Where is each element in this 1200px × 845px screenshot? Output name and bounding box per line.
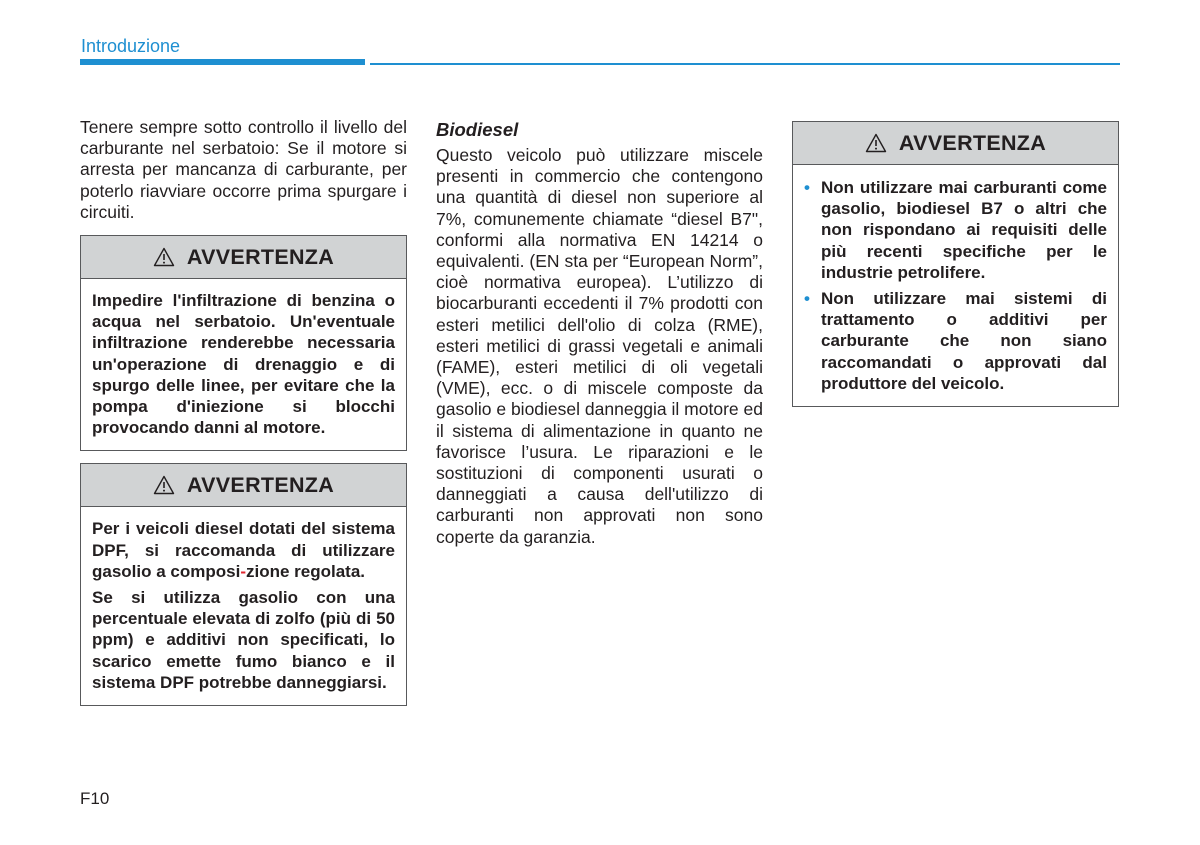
- warning-paragraph-2: Se si utilizza gasolio con una percentuale elevata di zolfo (più di 50 ppm) e additivi non specificati, lo scarico emette fumo bianco e il sistema DPF potrebbe danneggiarsi.: [92, 588, 395, 692]
- warning-title: AVVERTENZA: [898, 130, 1047, 155]
- warning-header: [81, 464, 406, 507]
- page-number: F10: [80, 789, 110, 808]
- right-column: [792, 121, 1119, 407]
- middle-column: [436, 117, 763, 548]
- warning-body: [81, 279, 406, 450]
- warning-header: [793, 122, 1118, 165]
- bullet-icon: •: [804, 178, 810, 197]
- warning-triangle-icon: [865, 133, 887, 153]
- warning-box-infiltration: [80, 235, 407, 451]
- warning-box-fuel: [792, 121, 1119, 407]
- warning-title: AVVERTENZA: [186, 244, 335, 269]
- warning-body: [81, 507, 406, 705]
- warning-text-part: Per i veicoli diesel dotati del sistema DPF, si raccomanda di utilizzare gasolio a composi: [92, 519, 395, 581]
- bullet-text: Non utilizzare mai carburanti come gasolio, biodiesel B7 o altri che non rispondano ai requisiti delle più recenti specifiche per le industrie petrolifere.: [821, 178, 1107, 282]
- warning-triangle-icon: [153, 475, 175, 495]
- hyphen-mark: -: [240, 561, 246, 581]
- warning-box-dpf: [80, 463, 407, 706]
- section-title: Introduzione: [81, 36, 181, 56]
- warning-paragraph-1: [92, 518, 395, 582]
- warning-bullet-list: [804, 177, 1107, 394]
- biodiesel-heading: Biodiesel: [436, 119, 519, 140]
- header-rule-thick: [80, 59, 365, 65]
- warning-text-part: zione regolata.: [245, 561, 366, 581]
- list-item: [804, 177, 1107, 283]
- biodiesel-paragraph: Questo veicolo può utilizzare miscele presenti in commercio che contengono una quantità di diesel non superiore al 7%, comunemente chiamate “diesel B7", conformi alla normativa EN 14214 o equivalenti. (EN sta per “European Norm”, cioè normativa europea). L’utilizzo di biocarburanti eccedenti il 7% prodotti con esteri metilici dell'olio di colza (RME), esteri metilici di grassi vegetali e animali (FAME), esteri metilici di oli vegetali (VME), ecc. o di miscele composte da gasolio e biodiesel danneggia il motore ed il sistema di alimentazione in quanto ne favorisce l’usura. Le riparazioni e le sostituzioni di componenti usurati o danneggiati a causa dell'utilizzo di carburanti non approvati non sono coperte da garanzia.: [436, 145, 763, 547]
- warning-body: [793, 165, 1118, 406]
- warning-triangle-icon: [153, 247, 175, 267]
- list-item: [804, 288, 1107, 394]
- warning-text: Impedire l'infiltrazione di benzina o acqua nel serbatoio. Un'eventuale infiltrazione renderebbe necessaria un'operazione di drenaggio e di spurgo delle linee, per evitare che la pompa d'iniezione si blocchi provocando danni al motore.: [92, 291, 395, 438]
- left-column: [80, 117, 407, 706]
- header-rule-thin: [370, 63, 1120, 65]
- warning-header: [81, 236, 406, 279]
- intro-paragraph: Tenere sempre sotto controllo il livello del carburante nel serbatoio: Se il motore si arresta per mancanza di carburante, per poterlo riavviare occorre prima spurgare i circuiti.: [80, 117, 407, 222]
- warning-title: AVVERTENZA: [186, 472, 335, 497]
- bullet-icon: •: [804, 289, 810, 309]
- bullet-text: Non utilizzare mai sistemi di trattamento o additivi per carburante che non siano raccomandati o approvati dal produttore del veicolo.: [821, 289, 1107, 393]
